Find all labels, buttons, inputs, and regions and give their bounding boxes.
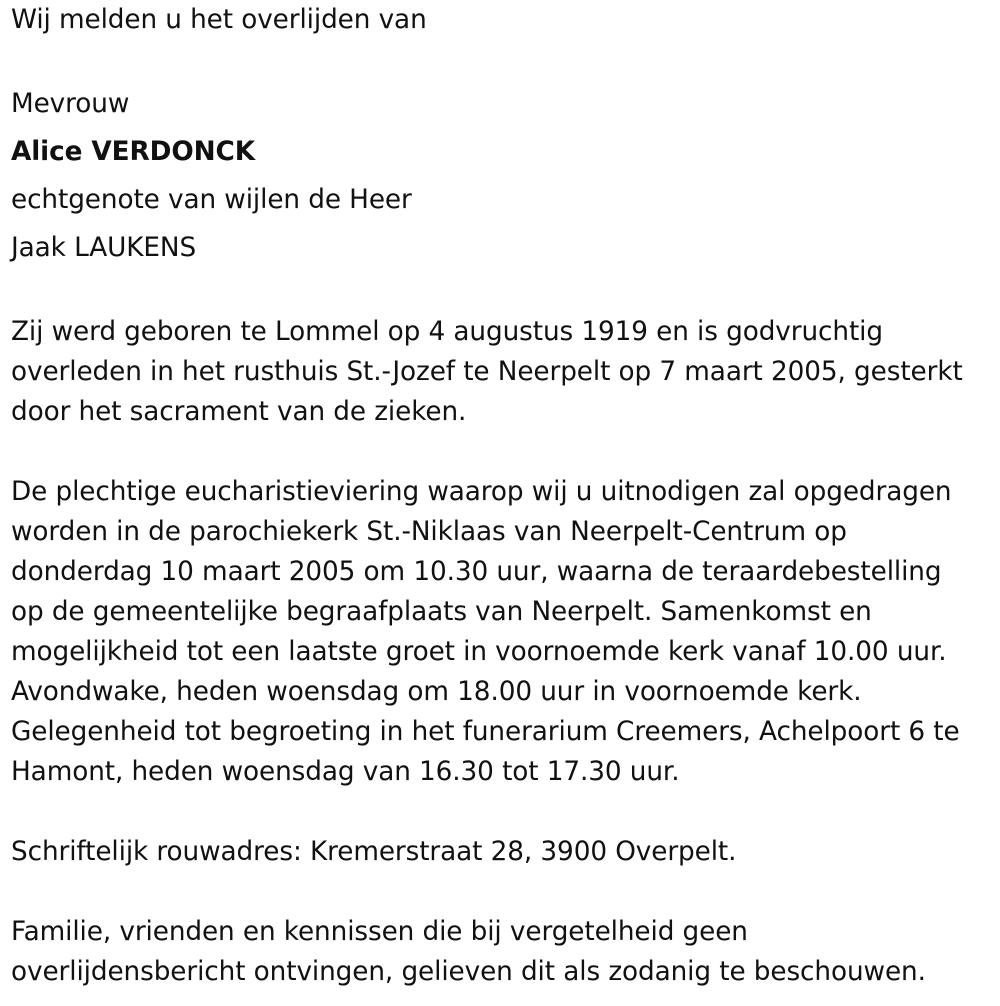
paragraph-line: Avondwake, heden woensdag om 18.00 uur in voornoemde kerk. (11, 677, 862, 707)
paragraph-line: overleden in het rusthuis St.-Jozef te Neerpelt op 7 maart 2005, gesterkt (11, 357, 963, 387)
intro-line: Wij melden u het overlijden van (11, 5, 427, 35)
closing-paragraph (11, 912, 996, 992)
mourning-address: Schriftelijk rouwadres: Kremerstraat 28, 3900 Overpelt. (11, 837, 737, 867)
deceased-title: Mevrouw (11, 89, 130, 119)
death-notice-document (11, 0, 996, 992)
ceremony-paragraph (11, 472, 996, 792)
paragraph-line: Gelegenheid tot begroeting in het funerarium Creemers, Achelpoort 6 te (11, 717, 960, 747)
paragraph-line: donderdag 10 maart 2005 om 10.30 uur, waarna de teraardebestelling (11, 557, 942, 587)
birth-death-paragraph (11, 312, 996, 432)
paragraph-line: overlijdensbericht ontvingen, gelieven dit als zodanig te beschouwen. (11, 957, 926, 987)
paragraph-line: mogelijkheid tot een laatste groet in voornoemde kerk vanaf 10.00 uur. (11, 637, 947, 667)
paragraph-line: op de gemeentelijke begraafplaats van Neerpelt. Samenkomst en (11, 597, 872, 627)
deceased-relation: echtgenote van wijlen de Heer (11, 185, 412, 215)
paragraph-line: Familie, vrienden en kennissen die bij vergetelheid geen (11, 917, 748, 947)
paragraph-line: worden in de parochiekerk St.-Niklaas van Neerpelt-Centrum op (11, 517, 847, 547)
paragraph-line: De plechtige eucharistieviering waarop wij u uitnodigen zal opgedragen (11, 477, 952, 507)
deceased-name: Alice VERDONCK (11, 137, 255, 167)
paragraph-line: Zij werd geboren te Lommel op 4 augustus 1919 en is godvruchtig (11, 317, 883, 347)
deceased-block (11, 80, 996, 272)
paragraph-line: Hamont, heden woensdag van 16.30 tot 17.30 uur. (11, 757, 680, 787)
paragraph-line: door het sacrament van de zieken. (11, 397, 467, 427)
deceased-spouse: Jaak LAUKENS (11, 233, 197, 263)
